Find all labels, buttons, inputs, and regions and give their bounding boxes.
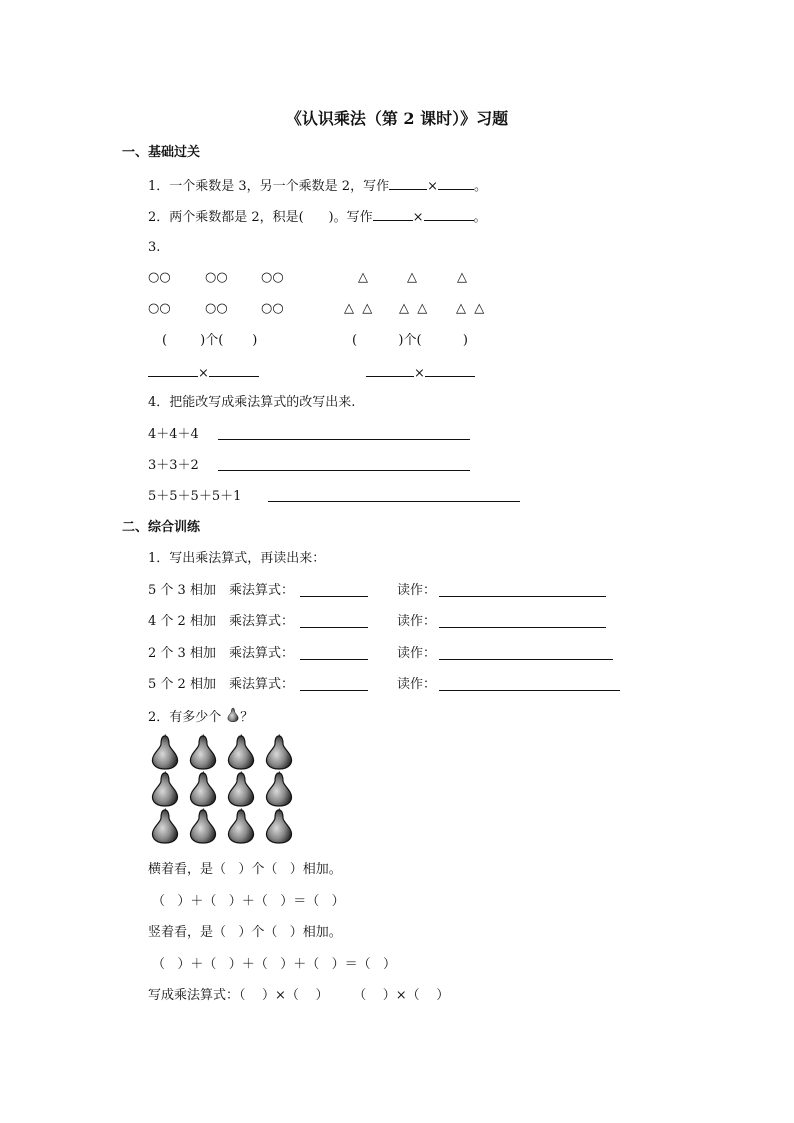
- question-2-1-label: 1．写出乘法算式，再读出来：: [148, 551, 326, 566]
- pear-icon: [262, 771, 296, 808]
- addition-description: 5 个 2 相加: [148, 677, 216, 692]
- calc-label: 乘法算式：: [229, 583, 295, 598]
- answer-blank[interactable]: [209, 364, 259, 377]
- pear-grid: [148, 734, 296, 845]
- pear-icon: [224, 734, 258, 771]
- pear-row: [148, 734, 296, 771]
- addition-description: 2 个 3 相加: [148, 646, 216, 661]
- circle-pair: ○○: [148, 301, 171, 316]
- read-label: 读作：: [397, 583, 437, 598]
- answer-blank[interactable]: [424, 208, 474, 221]
- circle-pair: ○○: [261, 301, 284, 316]
- calc-label: 乘法算式：: [229, 677, 295, 692]
- question-1-1: [148, 177, 487, 195]
- pear-icon: [186, 808, 220, 845]
- question-text: 2．有多少个: [148, 710, 222, 725]
- calc-label: 乘法算式：: [229, 614, 295, 629]
- pear-icon: [186, 771, 220, 808]
- triangle: △: [457, 270, 467, 285]
- question-text: 1．一个乘数是 3，另一个乘数是 2，写作: [148, 179, 390, 194]
- answer-blank[interactable]: [148, 364, 198, 377]
- answer-line[interactable]: [268, 501, 520, 502]
- answer-blanks-triangles[interactable]: ( )个( ): [352, 333, 468, 348]
- addition-description: 4 个 2 相加: [148, 614, 216, 629]
- answer-blanks-circles[interactable]: ( )个( ): [162, 333, 258, 348]
- expression: 4＋4＋4: [148, 427, 199, 442]
- pear-icon: [224, 771, 258, 808]
- multiplication-blank-triangles: [366, 364, 475, 382]
- expression: 3＋3＋2: [148, 458, 199, 473]
- circle-pair: ○○: [148, 270, 171, 285]
- question-text: 2．两个乘数都是 2，积是( )。写作: [148, 210, 373, 225]
- answer-blank[interactable]: [438, 177, 474, 190]
- pear-row: [148, 771, 296, 808]
- fill-line[interactable]: 横着看，是（ ）个（ ）相加。: [148, 862, 342, 877]
- answer-blank[interactable]: [373, 208, 413, 221]
- times-sign: ×: [427, 179, 438, 194]
- pear-row: [148, 808, 296, 845]
- answer-line[interactable]: [300, 659, 368, 660]
- circle-pair: ○○: [205, 270, 228, 285]
- circle-pair: ○○: [205, 301, 228, 316]
- period: 。: [473, 179, 487, 194]
- triangle-pair: △ △: [456, 301, 485, 316]
- pear-icon: [262, 734, 296, 771]
- times-sign: ×: [412, 210, 424, 225]
- expression: 5＋5＋5＋5＋1: [148, 489, 242, 504]
- times-sign: ×: [414, 366, 425, 381]
- fill-line[interactable]: 写成乘法算式：（ ）×（ ） （ ）×（ ）: [148, 988, 450, 1003]
- question-1-4-label: 4．把能改写成乘法算式的改写出来.: [148, 395, 356, 410]
- read-label: 读作：: [397, 646, 437, 661]
- times-sign: ×: [198, 366, 209, 381]
- pear-icon: [186, 734, 220, 771]
- page-title: 《认识乘法（第 2 课时）》习题: [285, 109, 509, 128]
- answer-line[interactable]: [439, 627, 606, 628]
- pear-icon: [262, 808, 296, 845]
- read-label: 读作：: [397, 677, 437, 692]
- pear-icon: [148, 808, 182, 845]
- fill-line[interactable]: （ ）＋（ ）＋（ ）＋（ ）＝（ ）: [152, 957, 396, 972]
- pear-icon: [226, 707, 240, 723]
- answer-blank[interactable]: [366, 364, 414, 377]
- pear-icon: [148, 771, 182, 808]
- fill-line[interactable]: 竖着看，是（ ）个（ ）相加。: [148, 925, 342, 940]
- question-2-2-label: [148, 707, 253, 726]
- calc-label: 乘法算式：: [229, 646, 295, 661]
- answer-line[interactable]: [300, 596, 368, 597]
- answer-blank[interactable]: [389, 177, 427, 190]
- fill-line[interactable]: （ ）＋（ ）＋（ ）＝（ ）: [152, 894, 345, 909]
- section-heading-basic: 一、基础过关: [122, 145, 201, 160]
- answer-line[interactable]: [300, 627, 368, 628]
- answer-blank[interactable]: [425, 364, 475, 377]
- question-mark: ？: [240, 710, 254, 725]
- answer-line[interactable]: [439, 659, 613, 660]
- question-1-2: [148, 208, 487, 226]
- answer-line[interactable]: [300, 690, 368, 691]
- triangle: △: [358, 270, 368, 285]
- answer-line[interactable]: [439, 596, 606, 597]
- question-1-3-label: 3.: [148, 240, 161, 255]
- pear-icon: [148, 734, 182, 771]
- multiplication-blank-circles: [148, 364, 259, 382]
- answer-line[interactable]: [439, 690, 620, 691]
- triangle-pair: △ △: [344, 301, 373, 316]
- section-heading-practice: 二、综合训练: [122, 520, 201, 535]
- circle-pair: ○○: [261, 270, 284, 285]
- read-label: 读作：: [397, 614, 437, 629]
- answer-line[interactable]: [218, 470, 470, 471]
- pear-icon: [224, 808, 258, 845]
- answer-line[interactable]: [218, 439, 470, 440]
- addition-description: 5 个 3 相加: [148, 583, 216, 598]
- triangle: △: [407, 270, 417, 285]
- period: 。: [473, 210, 487, 225]
- triangle-pair: △ △: [399, 301, 428, 316]
